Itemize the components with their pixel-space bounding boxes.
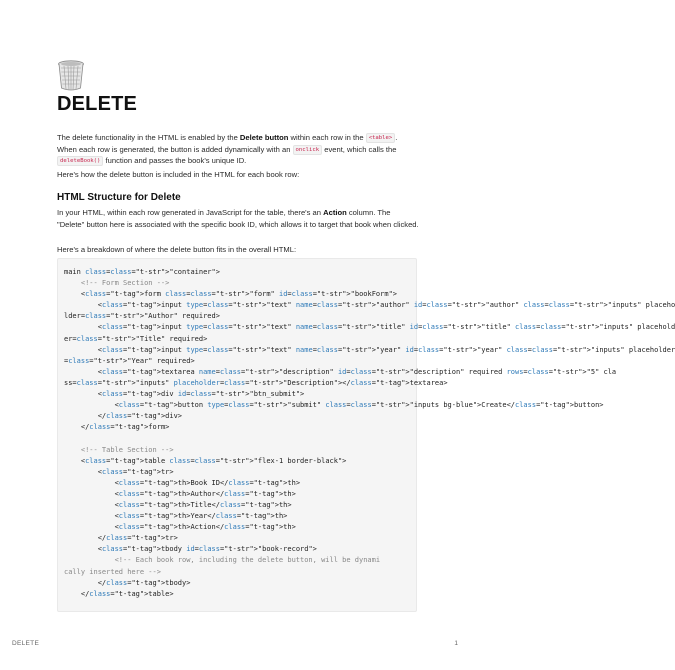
code-line: <class="t-tag">tbody id=class="t-str">"book-record"> [64, 545, 317, 554]
paragraph-3: In your HTML, within each row generated in JavaScript for the table, there's an Action column. The "Delete" button here is associated with the specific book ID, which allows it to target that book when clicked. [57, 208, 419, 229]
deletebook-chip: deleteBook() [57, 156, 103, 166]
code-line: <!-- Each book row, including the delete button, will be dynami [64, 556, 381, 565]
code-line: <class="t-tag">th>Author</class="t-tag">th> [64, 489, 296, 498]
code-line: <class="t-tag">th>Title</class="t-tag">th> [64, 500, 292, 509]
code-line: lder=class="t-str">"Author" required> [64, 312, 220, 321]
table-tag-chip: <table> [366, 133, 396, 143]
code-line: <!-- Table Section --> [64, 445, 174, 454]
wastebasket-icon [57, 60, 85, 91]
code-line: </class="t-tag">tbody> [64, 578, 191, 587]
code-line: <class="t-tag">th>Action</class="t-tag">th> [64, 523, 296, 532]
code-line: cally inserted here --> [64, 567, 161, 576]
delete-button-term: Delete button [239, 133, 289, 142]
code-block [57, 258, 675, 612]
code-line: main class=class="t-str">"container"> [64, 268, 220, 276]
code-line: <class="t-tag">div id=class="t-str">"btn_submit"> [64, 390, 305, 399]
paragraph-4: Here's a breakdown of where the delete button fits in the overall HTML: [57, 245, 297, 254]
paragraph-2: Here's how the delete button is included in the HTML for each book row: [57, 170, 300, 179]
code-line: </class="t-tag">tr> [64, 534, 178, 543]
code-line: <class="t-tag">th>Book ID</class="t-tag">th> [64, 478, 301, 487]
code-line: <class="t-tag">table class=class="t-str">"flex-1 border-black"> [64, 456, 347, 465]
code-line: <class="t-tag">tr> [64, 467, 174, 476]
code-line: </class="t-tag">table> [64, 589, 174, 598]
intro-paragraph: The delete functionality in the HTML is enabled by the Delete button within each row in the <table> . When each row is generated, the button is added dynamically with an onclick event, which calls the deleteBook() function and passes the book's unique ID. [57, 133, 398, 166]
code-line: <class="t-tag">textarea name=class="t-str">"description" id=class="t-str">"description" required rows=class="t-str">"5" cla [64, 367, 617, 376]
code-line: <class="t-tag">input type=class="t-str">"text" name=class="t-str">"title" id=class="t-str">"title" class=class="t-str">"inputs" placehold [64, 323, 675, 332]
page-number: 1 [454, 640, 458, 647]
code-line [64, 433, 410, 444]
code-line: <class="t-tag">input type=class="t-str">"text" name=class="t-str">"author" id=class="t-str">"author" class=class="t-str">"inputs" placeho [64, 301, 675, 310]
code-line: =class="t-str">"Year" required> [64, 356, 195, 365]
page-title: DELETE [57, 93, 138, 115]
code-line: ss=class="t-str">"inputs" placeholder=class="t-str">"Description"></class="t-tag">textarea> [64, 378, 448, 387]
footer-title: DELETE [12, 640, 40, 647]
onclick-chip: onclick [293, 145, 323, 155]
section-heading: HTML Structure for Delete [57, 192, 181, 203]
code-line: <class="t-tag">input type=class="t-str">"text" name=class="t-str">"year" id=class="t-str">"year" class=class="t-str">"inputs" placeholder [64, 345, 675, 354]
code-line: er=class="t-str">"Title" required> [64, 334, 208, 343]
code-line: <class="t-tag">form class=class="t-str">"form" id=class="t-str">"bookForm"> [64, 290, 398, 299]
action-term: Action [323, 208, 347, 217]
code-line: <!-- Form Section --> [64, 279, 170, 288]
code-line: </class="t-tag">form> [64, 423, 170, 432]
code-content [64, 267, 675, 600]
code-line: <class="t-tag">th>Year</class="t-tag">th> [64, 512, 288, 521]
code-line: <class="t-tag">button type=class="t-str">"submit" class=class="t-str">"inputs bg-blue">Create</class="t-tag">button> [64, 401, 604, 410]
code-line: </class="t-tag">div> [64, 412, 183, 421]
